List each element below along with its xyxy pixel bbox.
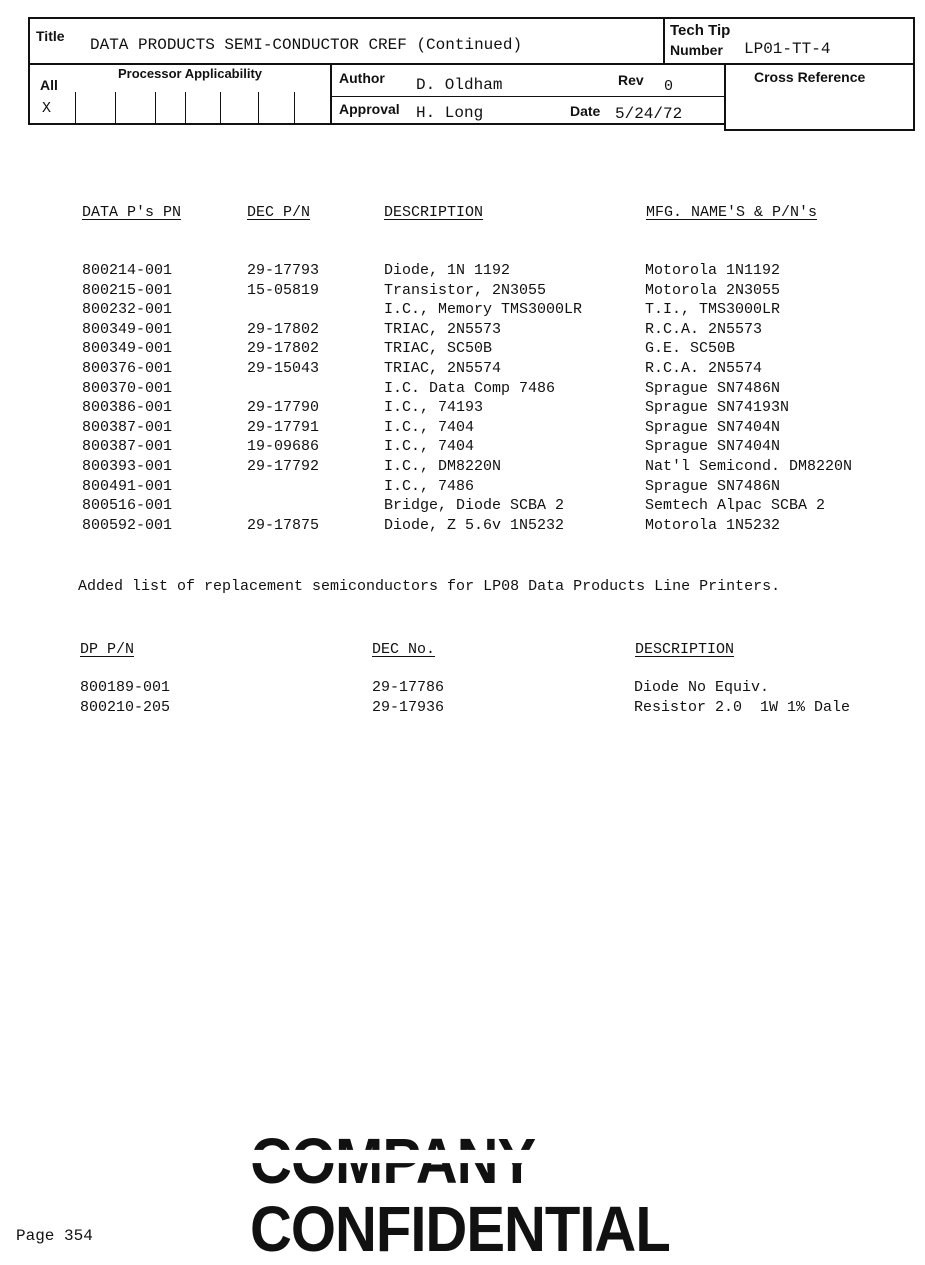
author-value: D. Oldham: [416, 76, 503, 94]
page-number: Page 354: [16, 1227, 93, 1245]
data-pn-cell: 800387-001: [82, 438, 173, 456]
col-header-description-2: DESCRIPTION: [635, 641, 735, 658]
mfg-cell: Sprague SN74193N: [645, 399, 790, 417]
table-row: [0, 478, 925, 498]
mfg-cell: R.C.A. 2N5573: [645, 320, 763, 338]
table-row: [0, 282, 925, 302]
mfg-cell: Sprague SN7486N: [645, 477, 781, 495]
dec-pn-cell: 29-17792: [247, 458, 320, 475]
description-cell: Bridge, Diode SCBA 2: [384, 497, 565, 515]
mfg-cell: Motorola 2N3055: [645, 281, 781, 299]
date-label: Date: [570, 103, 601, 119]
dec-pn-cell: 29-17802: [247, 340, 320, 358]
col-header-dp-pn: DP P/N: [80, 641, 135, 658]
description-cell: I.C., 74193: [384, 399, 484, 417]
table-row: [0, 458, 925, 478]
techtip-label-2: Number: [670, 42, 723, 58]
table2-row: [0, 679, 925, 699]
dec-pn-cell: 19-09686: [247, 438, 320, 456]
processor-label: Processor Applicability: [118, 66, 263, 81]
table-row: [0, 438, 925, 458]
table-row: [0, 321, 925, 341]
table-row: [0, 301, 925, 321]
description-cell: Diode, Z 5.6v 1N5232: [384, 516, 565, 534]
description-cell: I.C. Data Comp 7486: [384, 379, 556, 397]
table-header-row: [0, 204, 925, 224]
description-cell: TRIAC, 2N5574: [384, 360, 502, 377]
data-pn-cell: 800214-001: [82, 262, 173, 279]
mfg-cell: Motorola 1N1192: [645, 262, 781, 279]
rev-label: Rev: [618, 72, 644, 88]
approval-value: H. Long: [416, 104, 484, 122]
data-pn-cell: 800215-001: [82, 281, 173, 299]
mfg-cell: G.E. SC50B: [645, 340, 736, 358]
dec-pn-cell: 29-15043: [247, 360, 320, 377]
description-cell: I.C., 7404: [384, 438, 475, 456]
dec-no-cell: 29-17786: [372, 679, 445, 696]
description-cell: I.C., 7404: [384, 418, 475, 436]
dec-pn-cell: 29-17791: [247, 418, 320, 436]
data-pn-cell: 800349-001: [82, 320, 173, 338]
data-pn-cell: 800386-001: [82, 399, 173, 417]
mfg-cell: Sprague SN7404N: [645, 438, 781, 456]
data-pn-cell: 800370-001: [82, 379, 173, 397]
dec-pn-cell: 29-17790: [247, 399, 320, 417]
table2-row: [0, 699, 925, 719]
data-pn-cell: 800516-001: [82, 497, 173, 515]
data-pn-cell: 800232-001: [82, 301, 173, 319]
title-label: Title: [36, 28, 65, 44]
replacement-note: Added list of replacement semiconductors for LP08 Data Products Line Printers.: [78, 578, 781, 595]
dec-pn-cell: 29-17802: [247, 320, 320, 338]
all-label: All: [40, 77, 58, 93]
description-cell: TRIAC, 2N5573: [384, 320, 502, 338]
dec-pn-cell: 15-05819: [247, 281, 320, 299]
description2-cell: Resistor 2.0 1W 1% Dale: [634, 699, 851, 716]
table-row: [0, 262, 925, 282]
table-row: [0, 497, 925, 517]
data-pn-cell: 800491-001: [82, 477, 173, 495]
mfg-cell: Nat'l Semicond. DM8220N: [645, 458, 853, 475]
description-cell: TRIAC, SC50B: [384, 340, 493, 358]
table-row: [0, 360, 925, 380]
table-row: [0, 517, 925, 537]
table-row: [0, 419, 925, 439]
dp-pn-cell: 800189-001: [80, 679, 171, 696]
dec-pn-cell: 29-17875: [247, 516, 320, 534]
date-value: 5/24/72: [615, 105, 683, 123]
description-cell: I.C., 7486: [384, 477, 475, 495]
data-pn-cell: 800387-001: [82, 418, 173, 436]
techtip-value: LP01-TT-4: [744, 40, 831, 58]
description-cell: I.C., Memory TMS3000LR: [384, 301, 583, 319]
title-value: DATA PRODUCTS SEMI-CONDUCTOR CREF (Continued): [90, 36, 523, 54]
company-confidential-stamp: [250, 1128, 670, 1265]
mfg-cell: Sprague SN7486N: [645, 379, 781, 397]
col-header-mfg: MFG. NAME'S & P/N's: [646, 204, 818, 221]
col-header-dec-pn: DEC P/N: [247, 204, 311, 221]
table2-header-row: [0, 641, 925, 661]
data-pn-cell: 800376-001: [82, 360, 173, 377]
description-cell: Diode, 1N 1192: [384, 262, 511, 279]
crossref-label: Cross Reference: [754, 69, 866, 85]
mfg-cell: T.I., TMS3000LR: [645, 301, 781, 319]
col-header-dec-no: DEC No.: [372, 641, 436, 658]
dec-pn-cell: 29-17793: [247, 262, 320, 279]
techtip-label-1: Tech Tip: [670, 22, 731, 39]
table-row: [0, 399, 925, 419]
author-label: Author: [339, 70, 385, 86]
data-pn-cell: 800349-001: [82, 340, 173, 358]
approval-label: Approval: [339, 101, 400, 117]
col-header-data-pn: DATA P's PN: [82, 204, 182, 221]
description-cell: Transistor, 2N3055: [384, 281, 547, 299]
stamp-text: CONFIDENTIAL: [250, 1193, 670, 1265]
table-row: [0, 380, 925, 400]
col-header-description: DESCRIPTION: [384, 204, 484, 221]
data-pn-cell: 800393-001: [82, 458, 173, 475]
description-cell: I.C., DM8220N: [384, 458, 502, 475]
data-pn-cell: 800592-001: [82, 516, 173, 534]
all-value: X: [42, 100, 52, 117]
dp-pn-cell: 800210-205: [80, 699, 171, 716]
table-row: [0, 340, 925, 360]
mfg-cell: Semtech Alpac SCBA 2: [645, 497, 826, 515]
rev-value: 0: [664, 78, 674, 95]
mfg-cell: Motorola 1N5232: [645, 516, 781, 534]
dec-no-cell: 29-17936: [372, 699, 445, 716]
mfg-cell: Sprague SN7404N: [645, 418, 781, 436]
description2-cell: Diode No Equiv.: [634, 679, 770, 696]
mfg-cell: R.C.A. 2N5574: [645, 360, 763, 377]
